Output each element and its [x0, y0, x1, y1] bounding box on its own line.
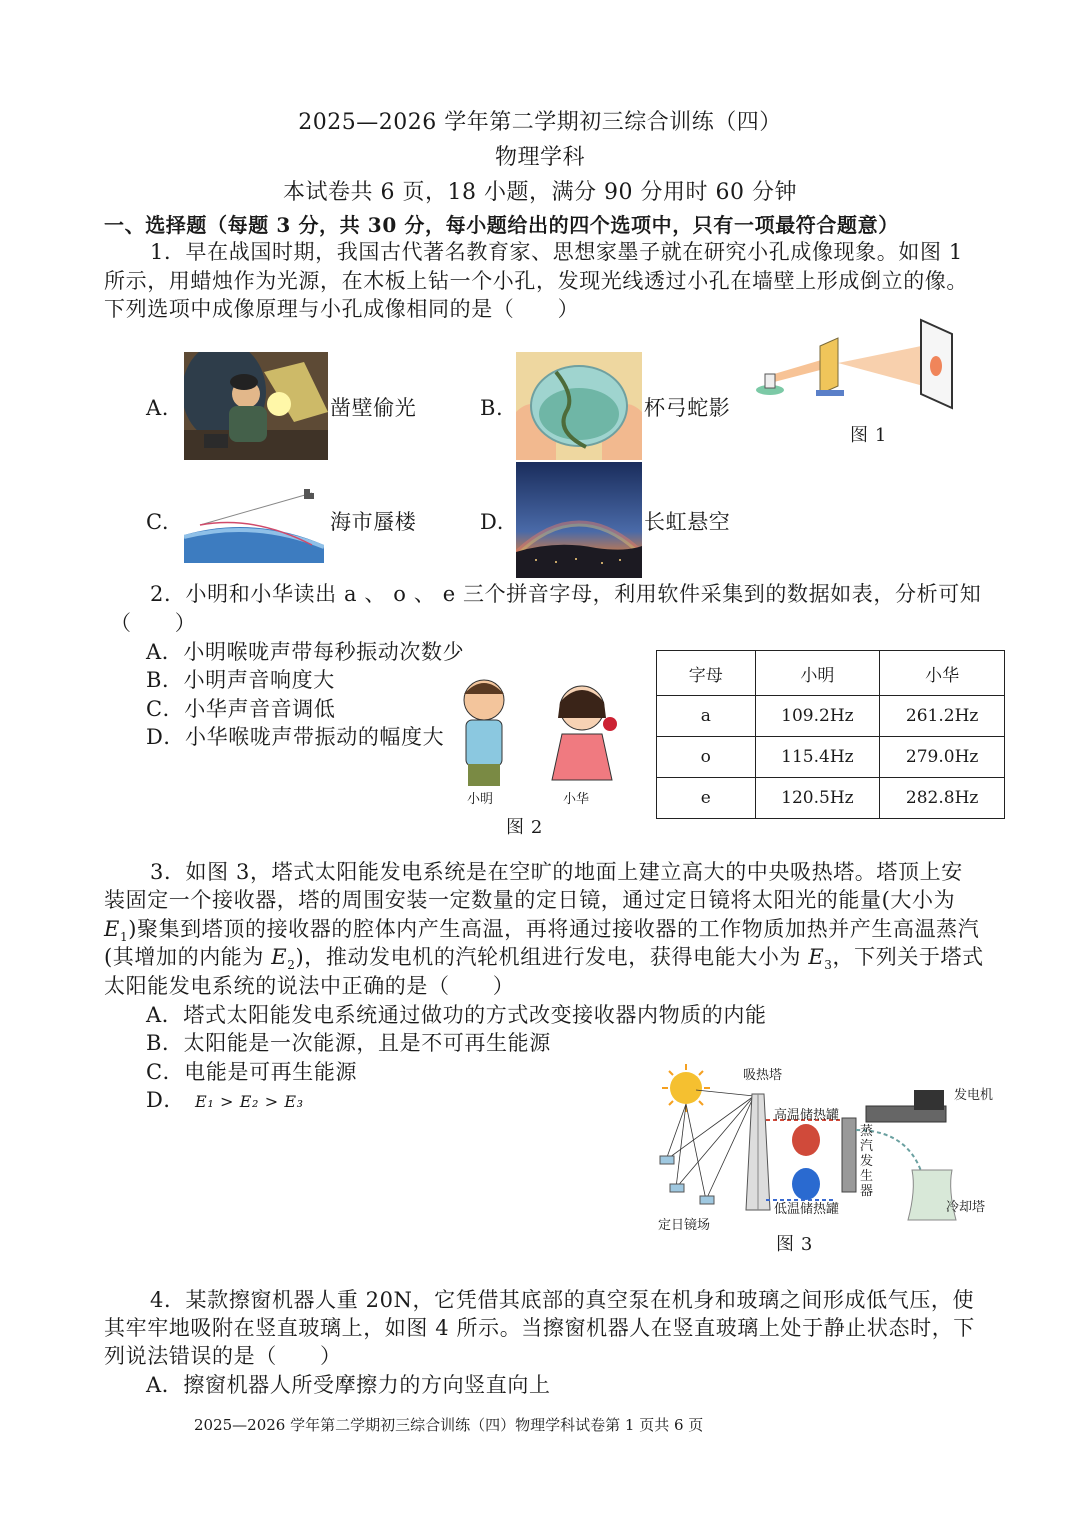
figure-label-cooling-tower: 冷却塔 [946, 1200, 986, 1215]
q2-option: B．小明声音响度大 [146, 668, 335, 692]
table-header: 小明 [755, 651, 880, 696]
pinhole-figure [756, 316, 982, 410]
q1-line: 1．早在战国时期，我国古代著名教育家、思想家墨子就在研究小孔成像现象。如图 1 [150, 240, 963, 264]
table-cell: o [657, 737, 756, 778]
figure-label-tower: 吸热塔 [743, 1068, 783, 1083]
table-cell: 282.8Hz [880, 778, 1005, 819]
q3-stem: 装固定一个接收器，塔的周围安装一定数量的定日镜，通过定日镜将太阳光的能量(大小为 [104, 888, 956, 912]
q3-option-d: D． E₁ > E₂ > E₃ [146, 1088, 304, 1112]
table-cell: 279.0Hz [880, 737, 1005, 778]
figure-3-caption: 图 3 [776, 1234, 813, 1255]
q2-stem: 2．小明和小华读出 a 、 o 、 e 三个拼音字母，利用软件采集到的数据如表，分析可知 [150, 582, 982, 606]
figure-label-steam-generator: 蒸汽发生器 [860, 1124, 874, 1199]
q1-option-text: 杯弓蛇影 [644, 396, 731, 420]
table-header: 字母 [657, 651, 756, 696]
figure-label-generator: 发电机 [954, 1088, 994, 1103]
figure-label: 小华 [563, 792, 590, 807]
figure-1-caption: 图 1 [850, 425, 887, 446]
page-footer: 2025—2026 学年第二学期初三综合训练（四）物理学科试卷第 1 页共 6 页 [194, 1416, 704, 1434]
figure-label-mirror-field: 定日镜场 [658, 1218, 711, 1233]
figure-2-caption: 图 2 [506, 817, 543, 838]
table-cell: 261.2Hz [880, 696, 1005, 737]
table-header: 小华 [880, 651, 1005, 696]
q1-option-letter: D. [480, 510, 504, 534]
table-cell: 115.4Hz [755, 737, 880, 778]
q1-line: 所示，用蜡烛作为光源，在木板上钻一个小孔，发现光线透过小孔在墙壁上形成倒立的像。 [104, 269, 968, 293]
figure-label-cold-tank: 低温储热罐 [774, 1202, 840, 1217]
q4-stem: 列说法错误的是（ ） [104, 1344, 342, 1368]
frequency-table [656, 650, 1005, 819]
table-header-row [657, 651, 1005, 696]
figure-label-hot-tank: 高温储热罐 [774, 1108, 840, 1123]
q3-stem: 3．如图 3，塔式太阳能发电系统是在空旷的地面上建立高大的中央吸热塔。塔顶上安 [150, 860, 963, 884]
q2-option: A．小明喉咙声带每秒振动次数少 [146, 640, 465, 664]
cup-bow-snake-image [516, 352, 642, 460]
q2-option: D．小华喉咙声带振动的幅度大 [146, 725, 445, 749]
mirage-image [184, 485, 324, 563]
q1-option-letter: B. [480, 396, 504, 420]
section-heading: 一、选择题（每题 3 分，共 30 分，每小题给出的四个选项中，只有一项最符合题意） [104, 213, 899, 237]
rainbow-image [516, 462, 642, 578]
q1-option-text: 海市蜃楼 [330, 510, 417, 534]
chiseling-wall-image [184, 352, 328, 460]
q3-stem: 太阳能发电系统的说法中正确的是（ ） [104, 974, 515, 998]
q3-option: B．太阳能是一次能源，且是不可再生能源 [146, 1031, 551, 1055]
table-row [657, 696, 1005, 737]
q3-option: C．电能是可再生能源 [146, 1060, 358, 1084]
q1-option-letter: A. [146, 396, 170, 420]
exam-info: 本试卷共 6 页，18 小题，满分 90 分用时 60 分钟 [283, 180, 797, 205]
exam-title: 2025—2026 学年第二学期初三综合训练（四） [298, 110, 782, 135]
q4-stem: 4．某款擦窗机器人重 20N，它凭借其底部的真空泵在机身和玻璃之间形成低气压，使 [150, 1288, 975, 1312]
q4-stem: 其牢牢地吸附在竖直玻璃上，如图 4 所示。当擦窗机器人在竖直玻璃上处于静止状态时，下 [104, 1316, 975, 1340]
q1-option-text: 凿壁偷光 [330, 396, 417, 420]
q3-stem-line3: $E_1$)聚集到塔顶的接收器的腔体内产生高温，再将通过接收器的工作物质加热并产生高温蒸汽 [104, 917, 980, 945]
q3-option: A．塔式太阳能发电系统通过做功的方式改变接收器内物质的内能 [146, 1003, 767, 1027]
q1-option-letter: C. [146, 510, 170, 534]
subject-title: 物理学科 [494, 145, 585, 170]
q2-stem: （ ） [110, 611, 197, 635]
q3-stem-line4: (其增加的内能为 $E_2$)，推动发电机的汽轮机组进行发电，获得电能大小为 $E_3$，下列关于塔式 [104, 945, 984, 973]
q1-line: 下列选项中成像原理与小孔成像相同的是（ ） [104, 297, 580, 321]
table-row [657, 778, 1005, 819]
table-cell: e [657, 778, 756, 819]
figure-label: 小明 [467, 792, 494, 807]
q2-option: C．小华声音音调低 [146, 697, 336, 721]
table-cell: 120.5Hz [755, 778, 880, 819]
table-row [657, 737, 1005, 778]
q1-option-text: 长虹悬空 [644, 510, 731, 534]
q4-option: A．擦窗机器人所受摩擦力的方向竖直向上 [146, 1373, 551, 1397]
table-cell: 109.2Hz [755, 696, 880, 737]
table-cell: a [657, 696, 756, 737]
children-figure [446, 672, 636, 792]
